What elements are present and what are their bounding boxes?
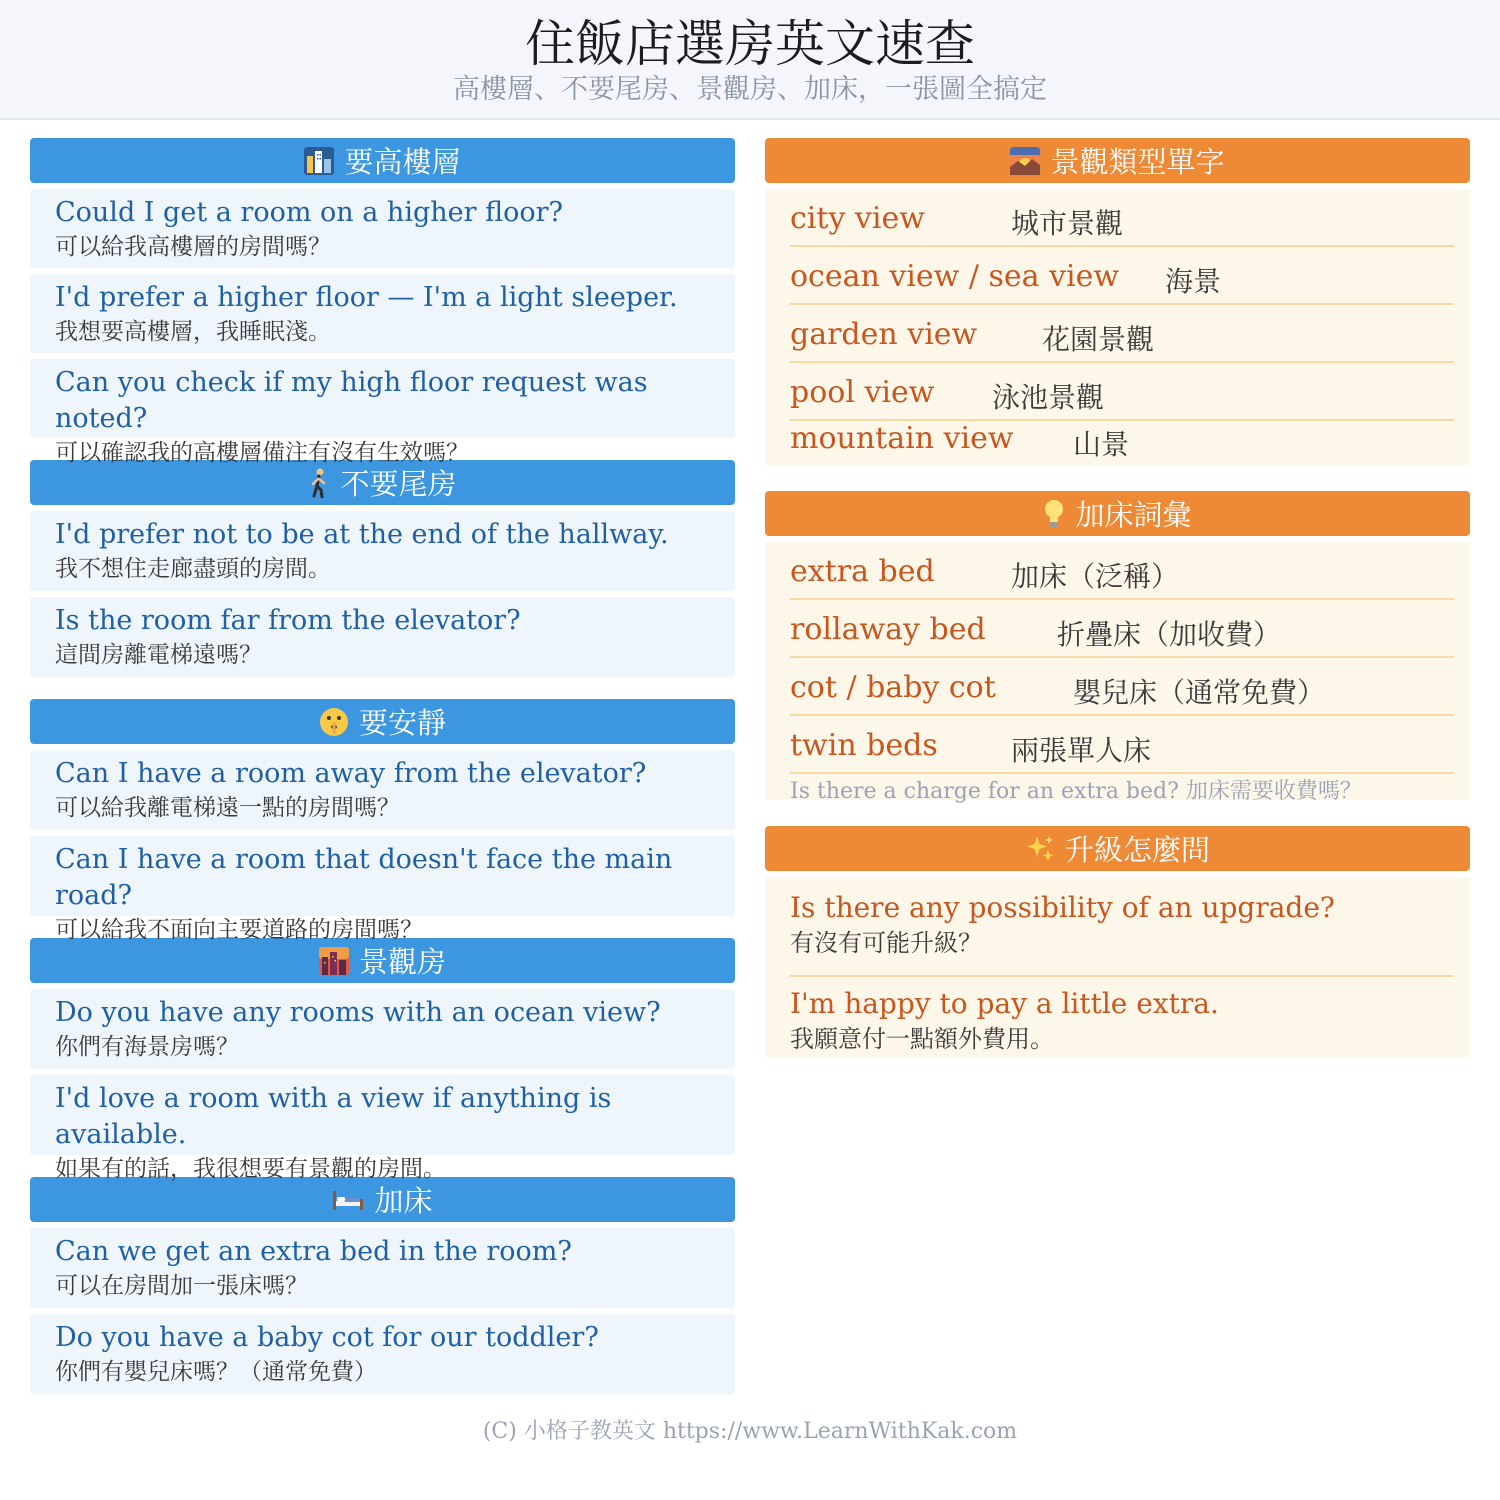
phrase-card [30,359,735,466]
phrase-zh: 你們有嬰兒床嗎？（通常免費） [55,1359,377,1385]
vocab-row [790,421,1454,461]
light-bulb-icon [1043,499,1065,529]
phrase-card [30,274,735,353]
phrase-en: I'd prefer not to be at the end of the hallway. [55,519,669,550]
vocab-row [790,542,1454,600]
phrase-zh: 我願意付一點額外費用。 [790,1025,1054,1053]
section-header-bed-vocab [765,491,1470,536]
upgrade-box [765,877,1470,1057]
section-header-quiet [30,699,735,744]
phrase-en: Is there any possibility of an upgrade? [790,891,1335,924]
vocab-en: pool view [790,375,935,410]
vocab-zh: 加床（泛稱） [1011,560,1180,593]
phrase-zh: 可以在房間加一張床嗎？ [55,1273,308,1299]
page-subtitle: 高樓層、不要尾房、景觀房、加床，一張圖全搞定 [453,74,1047,105]
phrase-en: Can I have a room away from the elevator? [55,758,647,789]
section-title: 加床 [374,1184,433,1218]
vocab-row [790,716,1454,774]
phrase-zh: 可以給我離電梯遠一點的房間嗎？ [55,795,400,821]
right-column [765,138,1470,1057]
phrase-zh: 我想要高樓層，我睡眠淺。 [55,319,331,345]
vocab-row [790,363,1454,421]
phrase-card [30,1075,735,1182]
phrase-zh: 這間房離電梯遠嗎？ [55,642,262,668]
phrase-zh: 可以給我高樓層的房間嗎？ [55,234,331,260]
phrase-zh: 有沒有可能升級？ [790,929,982,957]
phrase-card [30,750,735,830]
copyright-footer: (C) 小格子教英文 https://www.LearnWithKak.com [482,1419,1018,1444]
vocab-en: cot / baby cot [790,670,996,705]
phrase-zh: 可以給我不面向主要道路的房間嗎？ [55,917,423,943]
phrase-en: Do you have a baby cot for our toddler? [55,1322,599,1353]
phrase-card [30,836,735,943]
section-title: 景觀類型單字 [1050,145,1225,179]
phrase-en: Can I have a room that doesn't face the main road? [55,844,673,911]
view-vocab-box [765,189,1470,465]
vocab-en: rollaway bed [790,612,986,647]
phrase-zh: 可以確認我的高樓層備注有沒有生效嗎？ [55,440,469,466]
section-header-high-floor [30,138,735,183]
vocab-en: city view [790,201,925,236]
left-column [30,138,735,1394]
vocab-en: twin beds [790,728,938,763]
section-title: 要高樓層 [344,145,461,179]
section-header-upgrade [765,826,1470,871]
section-title: 景觀房 [358,945,446,979]
city-buildings-icon [304,147,334,175]
vocab-zh: 嬰兒床（通常免費） [1073,676,1326,709]
upgrade-row [790,977,1454,1055]
vocab-zh: 海景 [1165,265,1222,298]
phrase-zh: 我不想住走廊盡頭的房間。 [55,556,331,582]
vocab-zh: 城市景觀 [1011,207,1124,240]
phrase-en: I'm happy to pay a little extra. [790,987,1219,1020]
walking-person-icon [308,468,330,498]
phrase-en: Is the room far from the elevator? [55,605,521,636]
vocab-en: ocean view / sea view [790,259,1120,294]
shushing-face-icon [319,707,349,737]
sunrise-icon [1010,147,1040,175]
section-title: 要安靜 [358,706,446,740]
phrase-en: I'd prefer a higher floor — I'm a light sleeper. [55,282,678,313]
phrase-card [30,511,735,591]
bed-icon [332,1189,364,1211]
city-sunset-icon [319,947,349,975]
phrase-en: Can you check if my high floor request was noted? [55,367,648,434]
vocab-zh: 泳池景觀 [992,381,1105,414]
phrase-zh: 你們有海景房嗎？ [55,1034,239,1060]
vocab-zh: 山景 [1073,428,1130,461]
vocab-zh: 花園景觀 [1042,323,1155,356]
phrase-card [30,189,735,268]
section-title: 升級怎麼問 [1064,833,1210,867]
phrase-card [30,989,735,1069]
section-title: 不要尾房 [340,467,457,501]
page-header [0,0,1500,120]
phrase-en: Can we get an extra bed in the room? [55,1236,572,1267]
upgrade-row [790,889,1454,977]
page-title: 住飯店選房英文速查 [525,15,975,73]
vocab-row [790,189,1454,247]
section-header-view-vocab [765,138,1470,183]
extra-bed-charge-note: Is there a charge for an extra bed? 加床需要收費嗎？ [790,779,1362,804]
phrase-en: I'd love a room with a view if anything is available. [55,1083,612,1150]
vocab-row [790,658,1454,716]
phrase-card [30,1228,735,1308]
phrase-card [30,1314,735,1394]
vocab-zh: 兩張單人床 [1011,734,1152,767]
phrase-en: Could I get a room on a higher floor? [55,197,564,228]
vocab-en: mountain view [790,421,1014,456]
vocab-row [790,305,1454,363]
section-title: 加床詞彙 [1075,498,1192,532]
phrase-en: Do you have any rooms with an ocean view? [55,997,661,1028]
sparkles-icon [1025,834,1055,864]
vocab-row [790,600,1454,658]
phrase-card [30,597,735,677]
vocab-en: garden view [790,317,978,352]
vocab-zh: 折疊床（加收費） [1057,618,1282,651]
bed-vocab-box [765,542,1470,804]
vocab-row [790,247,1454,305]
phrase-zh: 如果有的話，我很想要有景觀的房間。 [55,1156,446,1182]
vocab-en: extra bed [790,554,935,589]
